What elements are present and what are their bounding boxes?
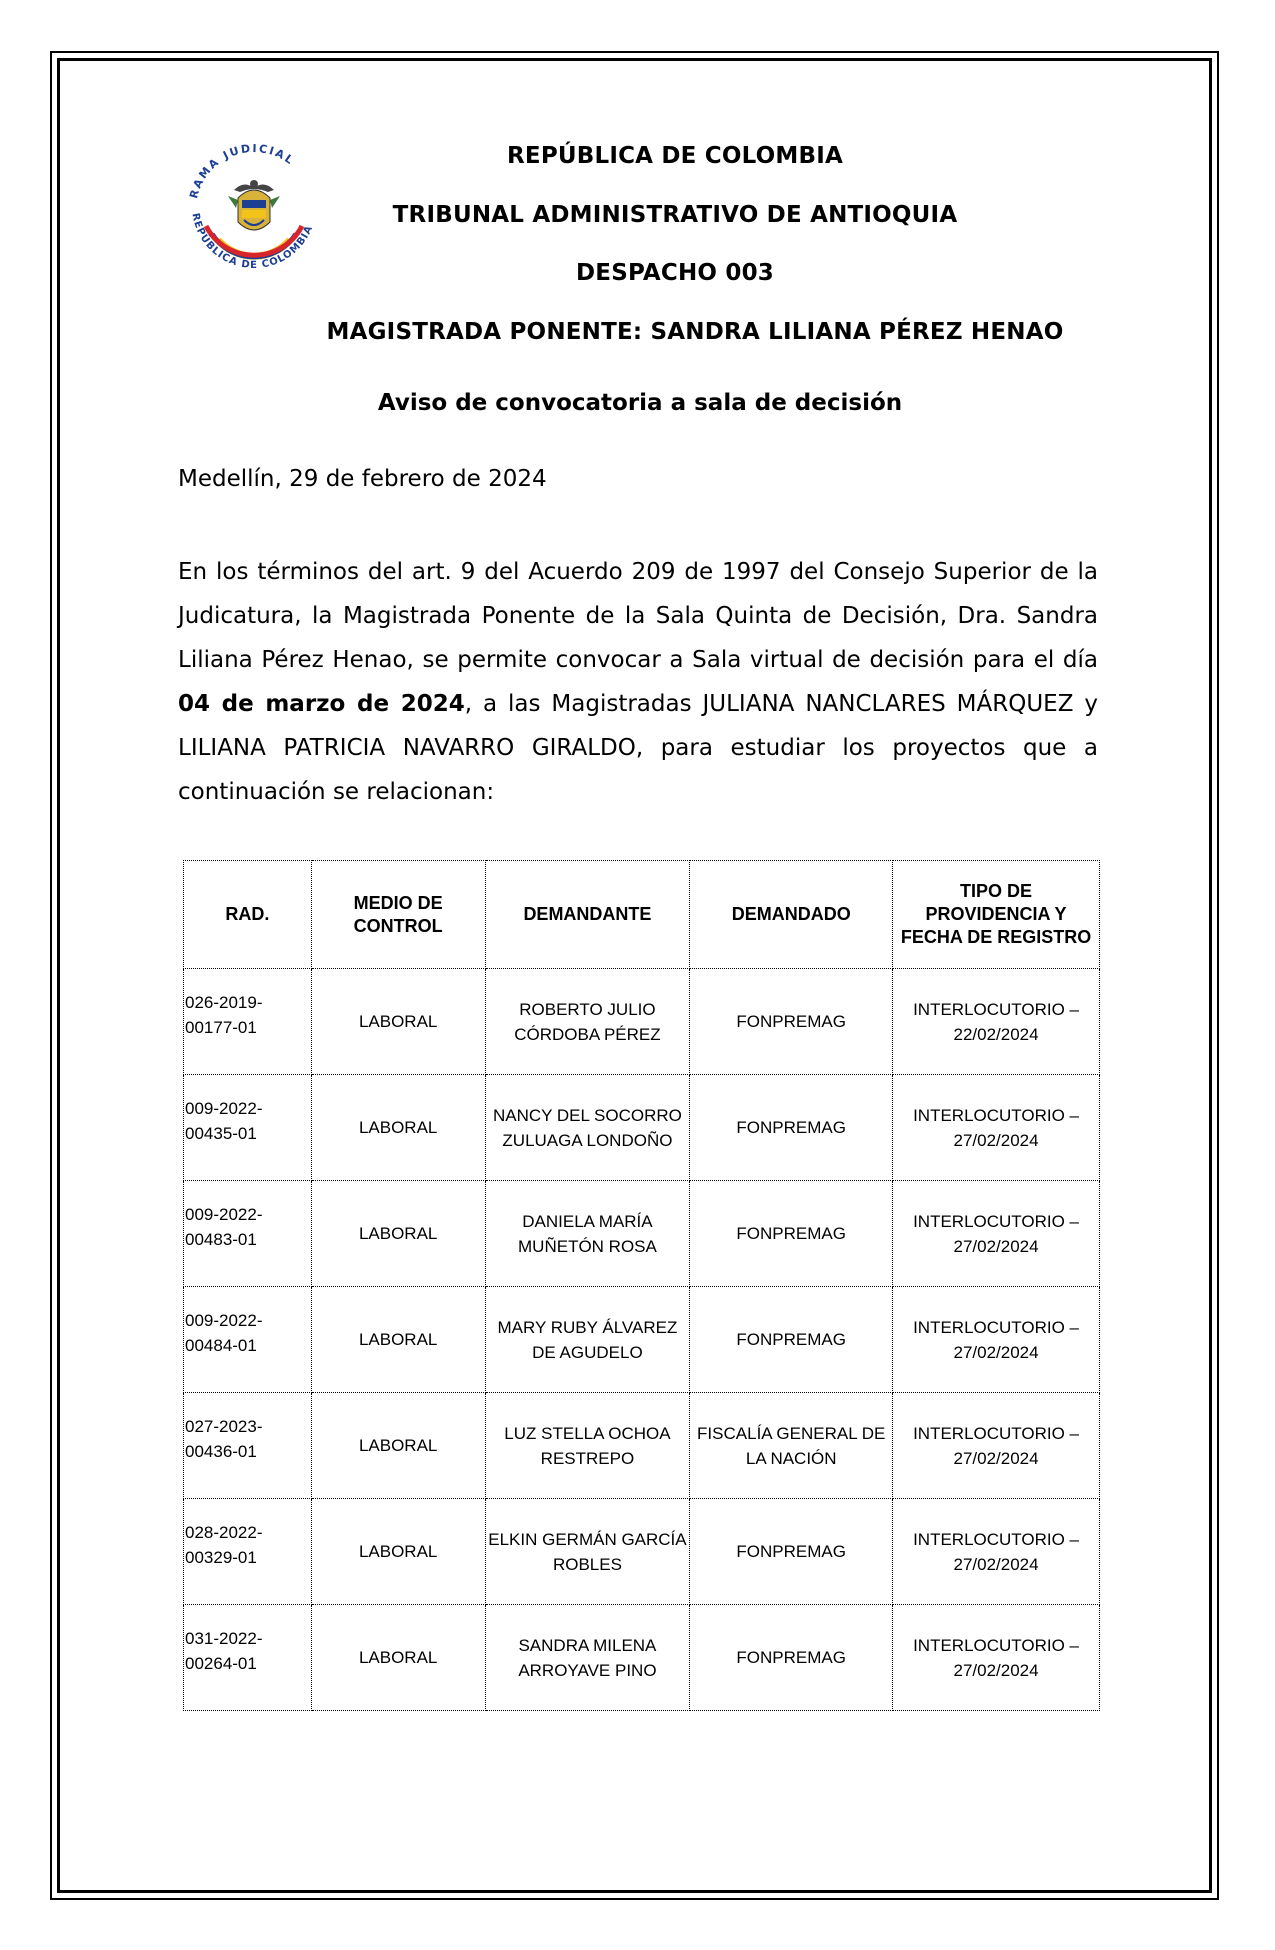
body-paragraph <box>178 550 1098 814</box>
cell-demandado: FONPREMAG <box>690 1499 893 1605</box>
cell-demandante: SANDRA MILENA ARROYAVE PINO <box>485 1605 690 1711</box>
cell-tipo: INTERLOCUTORIO – 27/02/2024 <box>893 1287 1100 1393</box>
header-despacho: DESPACHO 003 <box>575 260 774 286</box>
cell-rad <box>184 1393 312 1499</box>
column-header-medio-control: MEDIO DE CONTROL <box>311 861 485 969</box>
header-republica: REPÚBLICA DE COLOMBIA <box>507 143 843 169</box>
svg-text:REPÚBLICA DE COLOMBIA: REPÚBLICA DE COLOMBIA <box>189 212 316 272</box>
table-row <box>184 1393 1100 1499</box>
cell-rad <box>184 1181 312 1287</box>
paragraph-session-date: 04 de marzo de 2024 <box>178 691 465 717</box>
cell-demandante: ELKIN GERMÁN GARCÍA ROBLES <box>485 1499 690 1605</box>
cell-rad <box>184 1499 312 1605</box>
table-row <box>184 969 1100 1075</box>
cell-tipo: INTERLOCUTORIO – 27/02/2024 <box>893 1499 1100 1605</box>
cell-rad <box>184 1605 312 1711</box>
projects-table <box>183 860 1100 1711</box>
rad-text: 027-2023-00436-01 <box>185 1416 263 1461</box>
paragraph-text-part1: En los términos del art. 9 del Acuerdo 209 de 1997 del Consejo Superior de la Judicatura, la Magistrada Ponente de la Sala Quinta de Decisión, Dra. Sandra Liliana Pérez Henao, se permite convocar a Sala virtual de decisión para el día <box>178 559 1098 673</box>
cell-demandante: LUZ STELLA OCHOA RESTREPO <box>485 1393 690 1499</box>
cell-tipo: INTERLOCUTORIO – 22/02/2024 <box>893 969 1100 1075</box>
rad-text: 009-2022-00483-01 <box>185 1204 263 1249</box>
table-row <box>184 1605 1100 1711</box>
rad-text: 026-2019-00177-01 <box>185 992 263 1037</box>
cell-rad <box>184 969 312 1075</box>
cell-demandante: MARY RUBY ÁLVAREZ DE AGUDELO <box>485 1287 690 1393</box>
cell-medio: LABORAL <box>311 1605 485 1711</box>
cell-demandante: DANIELA MARÍA MUÑETÓN ROSA <box>485 1181 690 1287</box>
document-subtitle: Aviso de convocatoria a sala de decisión <box>377 390 903 416</box>
cell-medio: LABORAL <box>311 969 485 1075</box>
cell-medio: LABORAL <box>311 1075 485 1181</box>
table-row <box>184 1181 1100 1287</box>
cell-rad <box>184 1287 312 1393</box>
cell-medio: LABORAL <box>311 1393 485 1499</box>
cell-tipo: INTERLOCUTORIO – 27/02/2024 <box>893 1393 1100 1499</box>
cell-demandante: ROBERTO JULIO CÓRDOBA PÉREZ <box>485 969 690 1075</box>
cell-medio: LABORAL <box>311 1287 485 1393</box>
column-header-rad: RAD. <box>184 861 312 969</box>
table-row <box>184 1287 1100 1393</box>
table-row <box>184 1499 1100 1605</box>
cell-rad <box>184 1075 312 1181</box>
rad-text: 009-2022-00435-01 <box>185 1098 263 1143</box>
svg-text:RAMA JUDICIAL: RAMA JUDICIAL <box>187 141 298 200</box>
column-header-tipo-providencia: TIPO DE PROVIDENCIA Y FECHA DE REGISTRO <box>893 861 1100 969</box>
cell-medio: LABORAL <box>311 1181 485 1287</box>
cell-tipo: INTERLOCUTORIO – 27/02/2024 <box>893 1075 1100 1181</box>
column-header-demandante: DEMANDANTE <box>485 861 690 969</box>
date-line: Medellín, 29 de febrero de 2024 <box>178 466 547 492</box>
cell-demandante: NANCY DEL SOCORRO ZULUAGA LONDOÑO <box>485 1075 690 1181</box>
paragraph-text-part2: , a las Magistradas JULIANA NANCLARES MÁRQUEZ y LILIANA PATRICIA NAVARRO GIRALDO, para estudiar los proyectos que a continuación se relacionan: <box>178 691 1098 805</box>
rad-text: 028-2022-00329-01 <box>185 1522 263 1567</box>
column-header-demandado: DEMANDADO <box>690 861 893 969</box>
cell-demandado: FISCALÍA GENERAL DE LA NACIÓN <box>690 1393 893 1499</box>
cell-demandado: FONPREMAG <box>690 1181 893 1287</box>
header-tribunal: TRIBUNAL ADMINISTRATIVO DE ANTIOQUIA <box>392 202 958 228</box>
table-header-row <box>184 861 1100 969</box>
rad-text: 009-2022-00484-01 <box>185 1310 263 1355</box>
cell-tipo: INTERLOCUTORIO – 27/02/2024 <box>893 1605 1100 1711</box>
table-row <box>184 1075 1100 1181</box>
header-magistrada: MAGISTRADA PONENTE: SANDRA LILIANA PÉREZ HENAO <box>326 319 1064 345</box>
cell-demandado: FONPREMAG <box>690 1287 893 1393</box>
cell-demandado: FONPREMAG <box>690 969 893 1075</box>
rad-text: 031-2022-00264-01 <box>185 1628 263 1673</box>
cell-tipo: INTERLOCUTORIO – 27/02/2024 <box>893 1181 1100 1287</box>
cell-demandado: FONPREMAG <box>690 1605 893 1711</box>
cell-medio: LABORAL <box>311 1499 485 1605</box>
cell-demandado: FONPREMAG <box>690 1075 893 1181</box>
